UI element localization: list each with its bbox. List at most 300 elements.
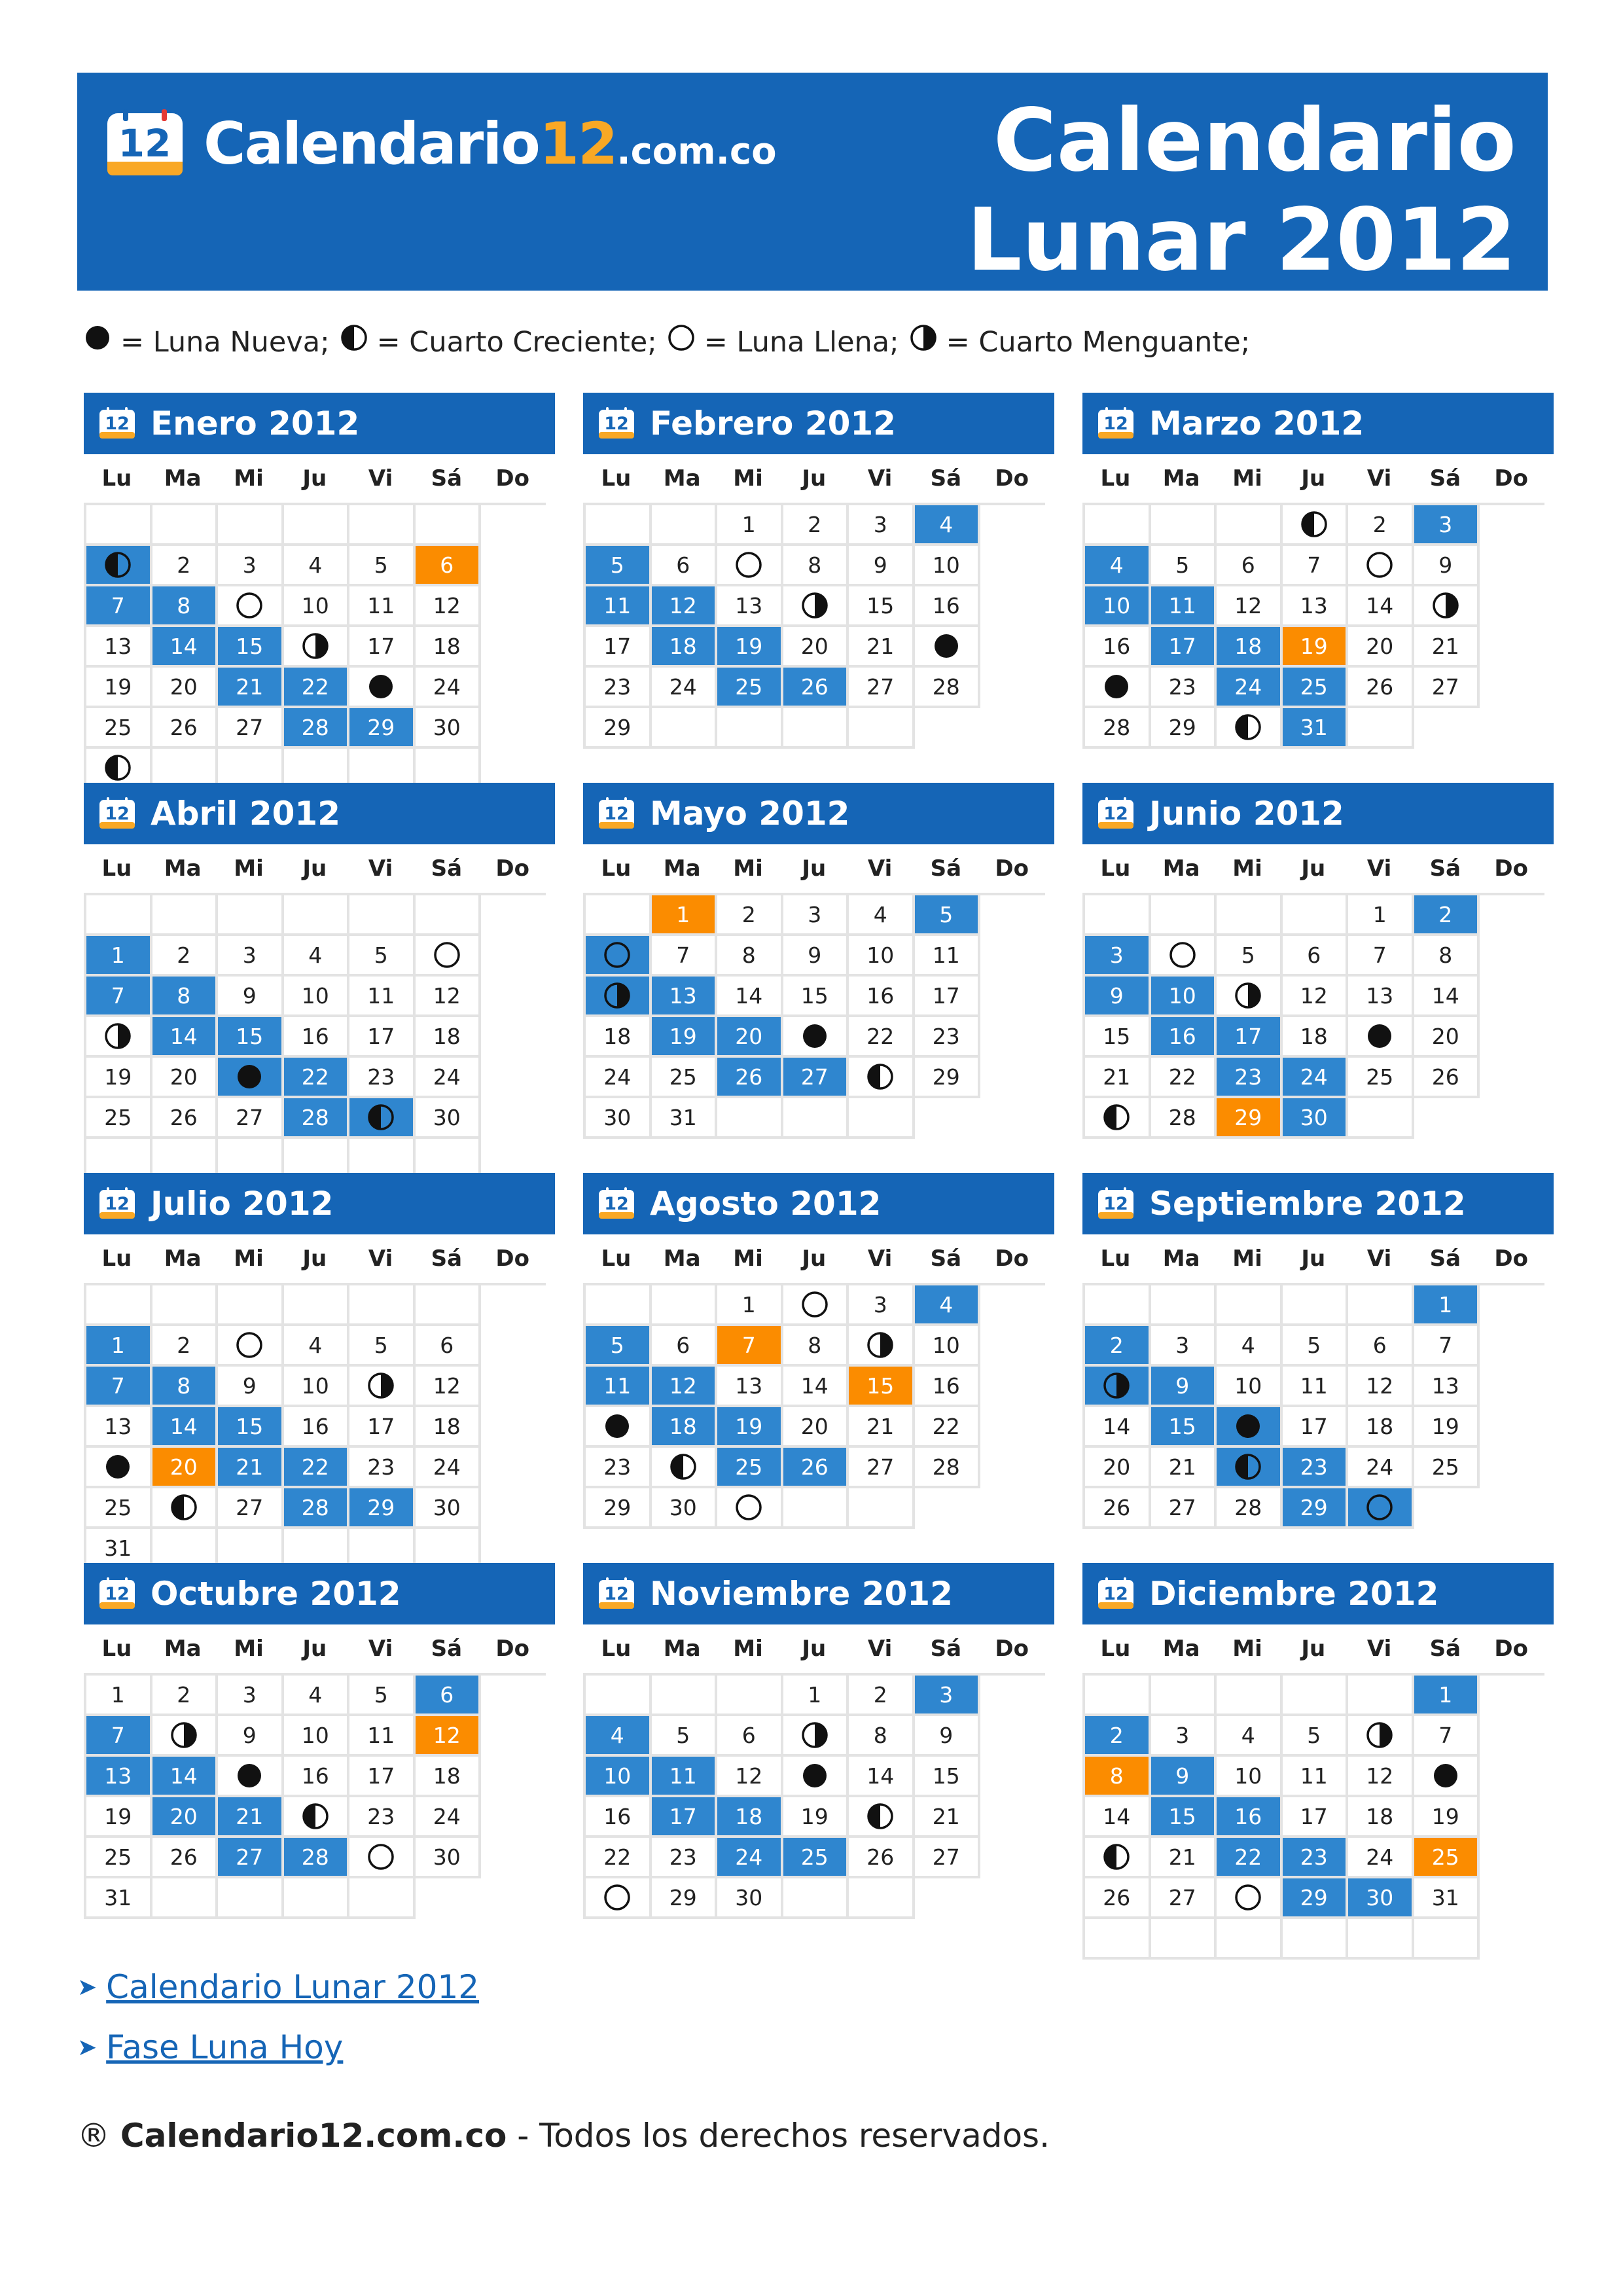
day-cell: 12 xyxy=(416,1716,482,1757)
day-cell: 17 xyxy=(349,1757,416,1797)
day-cell xyxy=(284,627,350,668)
link-row xyxy=(77,1957,479,2017)
day-cell: 14 xyxy=(1085,1407,1151,1448)
day-cell: 6 xyxy=(416,1326,482,1367)
day-cell: 25 xyxy=(1348,1058,1414,1098)
weekday-label: Mi xyxy=(733,465,763,492)
day-cell: 31 xyxy=(86,1878,152,1919)
calendar-icon xyxy=(1097,1577,1135,1610)
empty-cell xyxy=(218,1878,284,1919)
day-cell: 12 xyxy=(416,586,482,627)
day-cell: 12 xyxy=(1217,586,1283,627)
day-cell: 29 xyxy=(1283,1878,1349,1919)
day-cell: 24 xyxy=(586,1058,652,1098)
first-quarter-moon-icon xyxy=(866,1803,894,1830)
day-cell: 28 xyxy=(284,1838,350,1878)
day-cell: 30 xyxy=(416,1838,482,1878)
first-quarter-moon-icon xyxy=(104,551,132,579)
day-cell: 2 xyxy=(1414,895,1480,936)
day-cell: 3 xyxy=(915,1676,981,1716)
day-cell: 18 xyxy=(1348,1797,1414,1838)
day-cell: 2 xyxy=(1085,1326,1151,1367)
moon-phase-legend xyxy=(84,323,1260,362)
day-cell: 29 xyxy=(652,1878,718,1919)
svg-text:12: 12 xyxy=(118,121,171,166)
empty-cell xyxy=(1348,708,1414,749)
legend-item xyxy=(84,323,330,362)
day-cell: 20 xyxy=(1085,1448,1151,1488)
day-cell: 13 xyxy=(717,1367,783,1407)
month-title: Diciembre 2012 xyxy=(1149,1575,1439,1613)
full-moon-icon xyxy=(433,941,461,969)
empty-cell xyxy=(218,505,284,546)
weekday-label: Ma xyxy=(1162,1246,1200,1272)
day-cell xyxy=(284,1797,350,1838)
day-cell: 25 xyxy=(1283,668,1349,708)
day-cell: 6 xyxy=(416,546,482,586)
day-cell: 24 xyxy=(652,668,718,708)
day-cell: 17 xyxy=(349,627,416,668)
full-moon-icon xyxy=(1234,1884,1262,1911)
day-cell: 9 xyxy=(915,1716,981,1757)
day-cell: 10 xyxy=(284,977,350,1017)
day-cell: 14 xyxy=(1348,586,1414,627)
day-cell: 3 xyxy=(218,546,284,586)
month-header xyxy=(84,393,555,454)
day-cell: 7 xyxy=(86,1716,152,1757)
day-cell: 29 xyxy=(349,1488,416,1529)
day-cell xyxy=(1348,1017,1414,1058)
empty-cell xyxy=(86,505,152,546)
empty-cell xyxy=(152,1878,219,1919)
arrow-icon: ➤ xyxy=(77,1973,98,2001)
day-cell: 13 xyxy=(652,977,718,1017)
month-title: Abril 2012 xyxy=(151,795,340,833)
weekday-label: Ma xyxy=(164,1246,202,1272)
day-cell: 19 xyxy=(1283,627,1349,668)
weekday-label: Do xyxy=(1494,465,1528,492)
new-moon-icon xyxy=(104,1453,132,1480)
day-cell: 17 xyxy=(586,627,652,668)
svg-text:12: 12 xyxy=(1103,1194,1128,1214)
day-cell: 11 xyxy=(349,977,416,1017)
day-cell: 6 xyxy=(1283,936,1349,977)
day-cell: 23 xyxy=(349,1058,416,1098)
day-cell: 25 xyxy=(1414,1448,1480,1488)
empty-cell xyxy=(152,895,219,936)
empty-cell xyxy=(717,1098,783,1139)
new-moon-icon xyxy=(801,1762,829,1789)
month-title: Septiembre 2012 xyxy=(1149,1185,1466,1223)
first-quarter-moon-icon xyxy=(1103,1843,1130,1871)
day-cell: 17 xyxy=(349,1407,416,1448)
day-cell: 20 xyxy=(783,1407,849,1448)
day-cell: 13 xyxy=(1283,586,1349,627)
day-cell: 26 xyxy=(1085,1488,1151,1529)
weekday-label: Do xyxy=(495,855,529,882)
weekday-label: Ma xyxy=(164,465,202,492)
day-cell: 24 xyxy=(1348,1448,1414,1488)
page-header xyxy=(77,73,1548,291)
day-cell: 22 xyxy=(849,1017,915,1058)
weekday-label: Ju xyxy=(802,465,827,492)
new-moon-icon xyxy=(84,323,120,362)
month-calendar xyxy=(1082,1563,1554,1960)
svg-text:12: 12 xyxy=(1103,414,1128,434)
days-grid xyxy=(1082,1283,1544,1529)
day-cell: 31 xyxy=(652,1098,718,1139)
empty-cell xyxy=(586,1676,652,1716)
day-cell: 3 xyxy=(1085,936,1151,977)
day-cell: 10 xyxy=(915,1326,981,1367)
day-cell: 5 xyxy=(652,1716,718,1757)
day-cell: 25 xyxy=(86,1838,152,1878)
day-cell xyxy=(1217,708,1283,749)
day-cell: 30 xyxy=(586,1098,652,1139)
weekday-label: Mi xyxy=(234,855,264,882)
day-cell: 15 xyxy=(218,1017,284,1058)
day-cell: 5 xyxy=(349,1326,416,1367)
day-cell: 16 xyxy=(586,1797,652,1838)
month-calendar xyxy=(84,1173,555,1570)
weekday-label: Ma xyxy=(164,855,202,882)
day-cell: 16 xyxy=(849,977,915,1017)
weekday-label: Vi xyxy=(867,1246,893,1272)
weekday-label: Lu xyxy=(1100,1246,1131,1272)
weekday-label: Do xyxy=(1494,1246,1528,1272)
weekday-header xyxy=(1082,1234,1544,1283)
day-cell: 24 xyxy=(1283,1058,1349,1098)
full-moon-icon xyxy=(603,1884,631,1911)
day-cell: 10 xyxy=(284,1716,350,1757)
day-cell: 5 xyxy=(1283,1326,1349,1367)
day-cell: 26 xyxy=(717,1058,783,1098)
weekday-label: Ju xyxy=(802,855,827,882)
calendar-icon xyxy=(597,1577,635,1610)
day-cell: 30 xyxy=(717,1878,783,1919)
weekday-header xyxy=(84,1624,546,1673)
day-cell xyxy=(1151,936,1217,977)
day-cell: 5 xyxy=(586,546,652,586)
day-cell xyxy=(717,1488,783,1529)
site-logo[interactable] xyxy=(105,109,777,178)
fase-luna-hoy-link[interactable]: Fase Luna Hoy xyxy=(106,2028,344,2066)
day-cell: 23 xyxy=(1283,1448,1349,1488)
day-cell: 19 xyxy=(86,1797,152,1838)
empty-cell xyxy=(849,708,915,749)
weekday-label: Ju xyxy=(1301,855,1326,882)
day-cell: 8 xyxy=(849,1716,915,1757)
day-cell: 7 xyxy=(717,1326,783,1367)
weekday-label: Lu xyxy=(601,465,632,492)
month-header xyxy=(1082,783,1554,844)
day-cell: 7 xyxy=(86,586,152,627)
day-cell: 2 xyxy=(849,1676,915,1716)
day-cell: 10 xyxy=(849,936,915,977)
weekday-label: Vi xyxy=(1366,855,1392,882)
weekday-label: Do xyxy=(995,855,1029,882)
day-cell: 7 xyxy=(1414,1716,1480,1757)
day-cell: 20 xyxy=(717,1017,783,1058)
weekday-label: Ma xyxy=(1162,465,1200,492)
day-cell: 16 xyxy=(284,1407,350,1448)
weekday-label: Mi xyxy=(733,1246,763,1272)
month-header xyxy=(583,1173,1054,1234)
day-cell: 25 xyxy=(1414,1838,1480,1878)
weekday-label: Mi xyxy=(1232,465,1262,492)
day-cell: 3 xyxy=(218,936,284,977)
day-cell: 27 xyxy=(218,1488,284,1529)
day-cell: 29 xyxy=(586,708,652,749)
day-cell xyxy=(1085,1098,1151,1139)
logo-accent: 12 xyxy=(539,110,617,177)
month-header xyxy=(1082,1173,1554,1234)
day-cell: 23 xyxy=(1151,668,1217,708)
day-cell: 19 xyxy=(783,1797,849,1838)
day-cell xyxy=(349,1098,416,1139)
links-list xyxy=(77,1957,479,2077)
day-cell: 16 xyxy=(1085,627,1151,668)
weekday-label: Lu xyxy=(101,1636,132,1662)
weekday-label: Ma xyxy=(663,1246,701,1272)
month-header xyxy=(84,1173,555,1234)
weekday-label: Mi xyxy=(1232,1636,1262,1662)
day-cell: 22 xyxy=(284,1448,350,1488)
first-quarter-moon-icon xyxy=(170,1494,198,1521)
day-cell: 3 xyxy=(783,895,849,936)
day-cell: 2 xyxy=(783,505,849,546)
day-cell: 28 xyxy=(915,668,981,708)
day-cell: 30 xyxy=(1283,1098,1349,1139)
first-quarter-moon-icon xyxy=(1300,511,1328,538)
svg-text:12: 12 xyxy=(105,1584,130,1604)
day-cell: 15 xyxy=(218,1407,284,1448)
days-grid xyxy=(84,1283,546,1570)
weekday-label: Vi xyxy=(368,855,393,882)
first-quarter-moon-icon xyxy=(367,1103,395,1131)
day-cell: 29 xyxy=(915,1058,981,1098)
day-cell: 26 xyxy=(783,668,849,708)
weekday-label: Mi xyxy=(733,1636,763,1662)
month-calendar xyxy=(583,783,1054,1139)
days-grid xyxy=(583,503,1045,749)
new-moon-icon xyxy=(1432,1762,1459,1789)
last-quarter-moon-icon xyxy=(801,592,829,619)
days-grid xyxy=(583,893,1045,1139)
weekday-header xyxy=(1082,454,1544,503)
day-cell: 21 xyxy=(1151,1448,1217,1488)
day-cell: 15 xyxy=(1151,1407,1217,1448)
day-cell xyxy=(783,1017,849,1058)
day-cell: 10 xyxy=(284,586,350,627)
weekday-header xyxy=(583,454,1045,503)
day-cell: 9 xyxy=(849,546,915,586)
weekday-label: Do xyxy=(1494,1636,1528,1662)
logo-text xyxy=(204,110,777,177)
day-cell: 4 xyxy=(586,1716,652,1757)
day-cell: 6 xyxy=(416,1676,482,1716)
month-header xyxy=(583,1563,1054,1624)
calendar-icon xyxy=(98,1577,136,1610)
day-cell: 10 xyxy=(1151,977,1217,1017)
day-cell: 16 xyxy=(284,1757,350,1797)
weekday-label: Ju xyxy=(302,1636,327,1662)
day-cell: 21 xyxy=(218,1797,284,1838)
first-quarter-moon-icon xyxy=(302,1803,329,1830)
month-title: Enero 2012 xyxy=(151,404,360,442)
day-cell: 28 xyxy=(1151,1098,1217,1139)
days-grid xyxy=(1082,503,1544,749)
first-quarter-moon-icon xyxy=(669,1453,697,1480)
day-cell: 30 xyxy=(1348,1878,1414,1919)
day-cell: 11 xyxy=(349,1716,416,1757)
day-cell: 26 xyxy=(152,1098,219,1139)
weekday-label: Lu xyxy=(601,1246,632,1272)
weekday-label: Ma xyxy=(164,1636,202,1662)
first-quarter-moon-icon xyxy=(866,1063,894,1090)
first-quarter-moon-icon xyxy=(1234,713,1262,741)
day-cell: 4 xyxy=(1085,546,1151,586)
day-cell: 26 xyxy=(1085,1878,1151,1919)
calendar-icon xyxy=(98,797,136,830)
empty-cell xyxy=(783,1098,849,1139)
day-cell: 27 xyxy=(218,708,284,749)
empty-cell xyxy=(1217,1285,1283,1326)
day-cell: 7 xyxy=(1283,546,1349,586)
weekday-label: Sá xyxy=(431,1636,463,1662)
empty-cell xyxy=(284,895,350,936)
weekday-header xyxy=(84,454,546,503)
day-cell: 10 xyxy=(1217,1757,1283,1797)
days-grid xyxy=(84,503,546,789)
day-cell: 20 xyxy=(152,1448,219,1488)
weekday-label: Ma xyxy=(1162,855,1200,882)
day-cell: 11 xyxy=(586,1367,652,1407)
days-grid xyxy=(1082,893,1544,1139)
day-cell: 15 xyxy=(849,1367,915,1407)
day-cell: 20 xyxy=(1348,627,1414,668)
weekday-label: Ju xyxy=(1301,1246,1326,1272)
weekday-label: Vi xyxy=(867,1636,893,1662)
weekday-label: Ma xyxy=(1162,1636,1200,1662)
page-title-line2: Lunar 2012 xyxy=(967,190,1516,291)
day-cell: 8 xyxy=(783,1326,849,1367)
day-cell: 9 xyxy=(218,1367,284,1407)
month-header xyxy=(583,783,1054,844)
calendar-icon xyxy=(597,407,635,440)
day-cell xyxy=(1283,505,1349,546)
last-quarter-moon-icon xyxy=(866,1331,894,1359)
day-cell xyxy=(717,546,783,586)
weekday-label: Ju xyxy=(802,1246,827,1272)
day-cell: 14 xyxy=(783,1367,849,1407)
day-cell: 28 xyxy=(1085,708,1151,749)
legend-item xyxy=(910,323,1251,362)
empty-cell xyxy=(1085,895,1151,936)
weekday-label: Vi xyxy=(867,465,893,492)
weekday-label: Ju xyxy=(1301,1636,1326,1662)
logo-domain: .com.co xyxy=(616,130,777,173)
day-cell: 4 xyxy=(284,936,350,977)
empty-cell xyxy=(284,505,350,546)
full-moon-icon xyxy=(367,1843,395,1871)
empty-cell xyxy=(1283,895,1349,936)
empty-cell xyxy=(416,505,482,546)
empty-cell xyxy=(152,1285,219,1326)
day-cell: 14 xyxy=(1414,977,1480,1017)
day-cell: 4 xyxy=(284,1676,350,1716)
day-cell: 4 xyxy=(284,1326,350,1367)
month-title: Junio 2012 xyxy=(1149,795,1344,833)
weekday-label: Mi xyxy=(1232,1246,1262,1272)
registered-symbol: ® xyxy=(77,2117,110,2155)
full-moon-icon xyxy=(735,551,762,579)
day-cell: 21 xyxy=(1085,1058,1151,1098)
empty-cell xyxy=(586,895,652,936)
day-cell: 19 xyxy=(717,1407,783,1448)
day-cell: 16 xyxy=(915,1367,981,1407)
day-cell: 27 xyxy=(915,1838,981,1878)
weekday-header xyxy=(583,1624,1045,1673)
weekday-label: Do xyxy=(995,1636,1029,1662)
day-cell: 31 xyxy=(86,1529,152,1570)
calendario-lunar-link[interactable]: Calendario Lunar 2012 xyxy=(106,1968,480,2006)
day-cell xyxy=(86,546,152,586)
day-cell: 11 xyxy=(349,586,416,627)
new-moon-icon xyxy=(1366,1022,1393,1050)
empty-cell xyxy=(1348,1919,1414,1960)
day-cell: 17 xyxy=(1283,1407,1349,1448)
day-cell: 7 xyxy=(86,977,152,1017)
full-moon-icon xyxy=(1366,551,1393,579)
day-cell: 26 xyxy=(849,1838,915,1878)
empty-cell xyxy=(1085,505,1151,546)
day-cell: 14 xyxy=(152,1407,219,1448)
day-cell: 1 xyxy=(1348,895,1414,936)
weekday-label: Sá xyxy=(1429,465,1461,492)
day-cell xyxy=(1217,1878,1283,1919)
day-cell: 21 xyxy=(218,668,284,708)
day-cell: 10 xyxy=(586,1757,652,1797)
day-cell: 2 xyxy=(152,1326,219,1367)
last-quarter-moon-icon xyxy=(1103,1372,1130,1399)
day-cell: 22 xyxy=(284,1058,350,1098)
page-title-line1: Calendario xyxy=(993,90,1516,191)
last-quarter-moon-icon xyxy=(104,1022,132,1050)
day-cell: 24 xyxy=(1348,1838,1414,1878)
day-cell: 23 xyxy=(586,1448,652,1488)
day-cell xyxy=(1414,1757,1480,1797)
month-calendar xyxy=(1082,393,1554,749)
calendar-icon xyxy=(1097,407,1135,440)
day-cell: 20 xyxy=(783,627,849,668)
day-cell: 24 xyxy=(416,1797,482,1838)
weekday-label: Vi xyxy=(368,1636,393,1662)
weekday-label: Vi xyxy=(1366,1636,1392,1662)
day-cell xyxy=(849,1058,915,1098)
weekday-label: Vi xyxy=(1366,1246,1392,1272)
full-moon-icon xyxy=(735,1494,762,1521)
empty-cell xyxy=(783,1488,849,1529)
day-cell: 7 xyxy=(1348,936,1414,977)
last-quarter-moon-icon xyxy=(302,632,329,660)
weekday-label: Lu xyxy=(101,465,132,492)
day-cell: 16 xyxy=(915,586,981,627)
day-cell: 12 xyxy=(416,1367,482,1407)
weekday-label: Sá xyxy=(431,1246,463,1272)
day-cell: 21 xyxy=(915,1797,981,1838)
day-cell: 13 xyxy=(86,1757,152,1797)
